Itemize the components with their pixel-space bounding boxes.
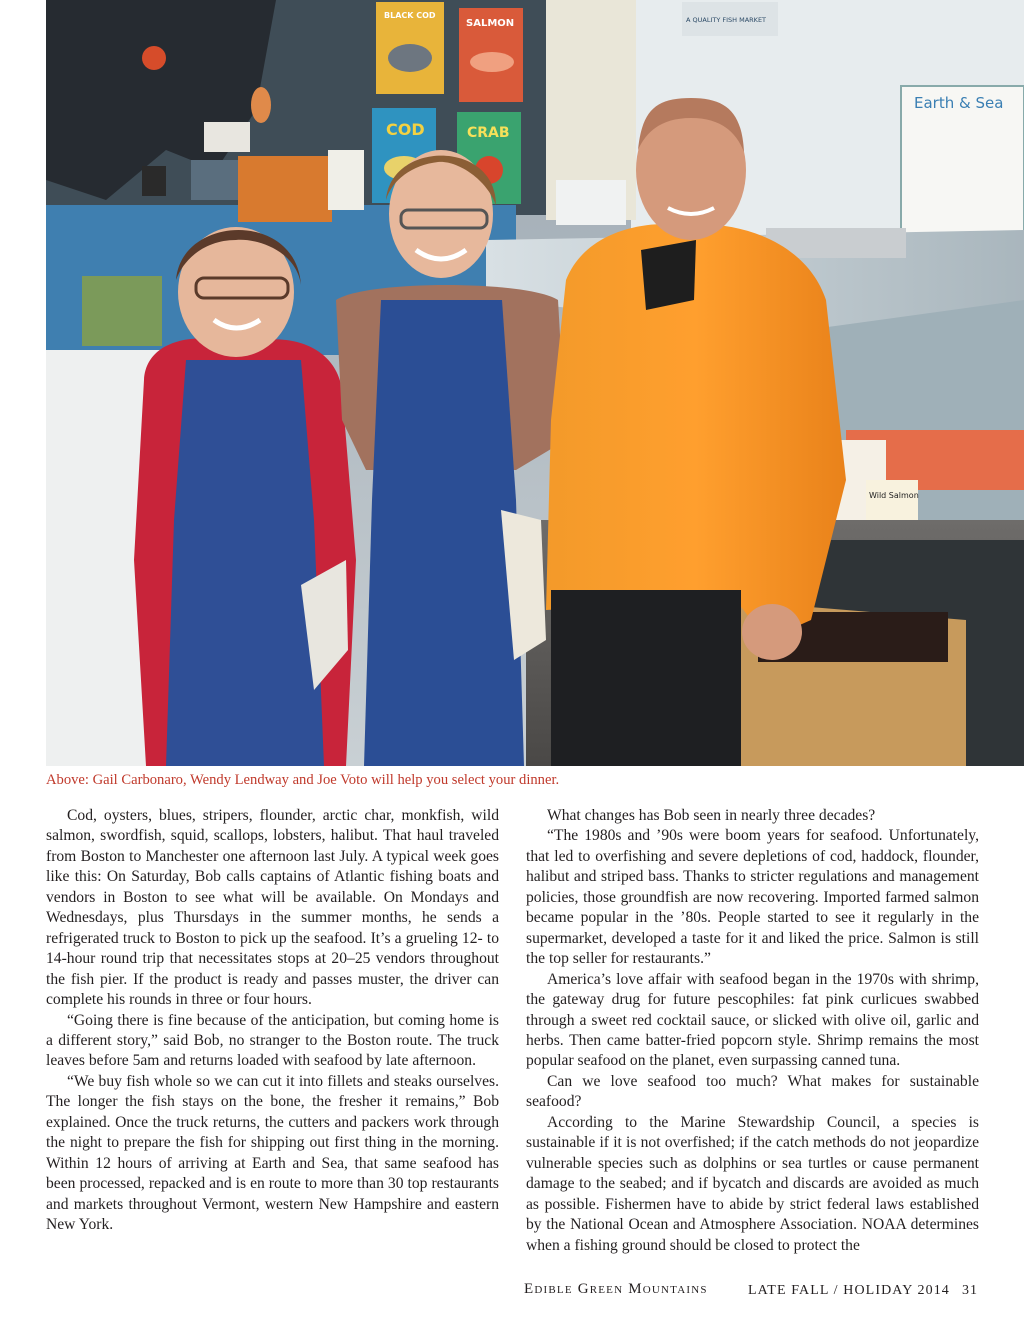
article-left-column <box>46 806 499 1236</box>
photo-illustration <box>46 0 1024 766</box>
poster-black-cod <box>376 2 444 94</box>
svg-text:Wild Salmon: Wild Salmon <box>869 491 919 500</box>
paragraph: “Going there is fine because of the anticipation, but coming home is a different story,” said Bob, no stranger to the Boston route. The truck leaves before 5am and returns loaded with seafood by late afternoon. <box>46 1011 499 1070</box>
svg-text:CRAB: CRAB <box>467 125 510 141</box>
banner-text: A QUALITY FISH MARKET <box>686 16 767 24</box>
photo-caption: Above: Gail Carbonaro, Wendy Lendway and Joe Voto will help you select your dinner. <box>46 772 560 788</box>
case-label <box>866 480 918 520</box>
footer-issue: LATE FALL / HOLIDAY 2014 <box>748 1283 950 1298</box>
svg-text:SALMON: SALMON <box>466 18 515 29</box>
svg-text:COD: COD <box>386 120 425 139</box>
svg-text:BLACK COD: BLACK COD <box>384 11 436 20</box>
paragraph: According to the Marine Stewardship Council, a species is sustainable if it is not overfished; if the catch methods do not jeopardize vulnerable species such as dolphins or sea turtles or cause permanent damage to the seabed; and if bycatch and discards are avoided as much as possible. Fishermen have to abide by strict federal laws established by the National Ocean and Atmosphere Association. NOAA determines when a fishing ground should be closed to protect the <box>526 1113 979 1254</box>
page-number: 31 <box>962 1283 978 1298</box>
article-photo <box>46 0 1024 766</box>
paragraph: Cod, oysters, blues, stripers, flounder, arctic char, monkfish, wild salmon, swordfish, squid, scallops, lobsters, halibut. That haul traveled from Boston to Manchester one afternoon last July. A typical week goes like this: On Saturday, Bob calls captains of Atlantic fishing boats and vendors in Boston to see what will be available. On Mondays and Wednesdays, plus Thursdays in the summer months, he sends a refrigerated truck to Boston to pick up the seafood. It’s a grueling 12- to 14-hour round trip that necessitates stops at 20–25 vendors throughout the fish pier. If the product is ready and passes muster, the driver can complete his rounds in three or four hours. <box>46 807 499 1009</box>
paragraph: America’s love affair with seafood began in the 1970s with shrimp, the gateway drug for future pescophiles: fat pink curlicues swabbed through a sweet red cocktail sauce, or slicked with olive oil, garlic and herbs. Then came batter-fried popcorn style. Shrimp remains the most popular seafood on the planet, even surpassing canned tuna. <box>526 970 979 1070</box>
poster-salmon <box>459 8 523 102</box>
paragraph: Can we love seafood too much? What makes for sustainable seafood? <box>526 1072 979 1111</box>
article-right-column <box>526 806 979 1256</box>
paragraph: “The 1980s and ’90s were boom years for seafood. Unfortunately, that led to overfishing and severe depletions of cod, haddock, flounder, halibut and striped bass. Thanks to stricter regulations and management policies, those groundfish are now recovering. Imported farmed salmon became popular in the ’80s. People started to see it regularly in the supermarket, developed a taste for it and liked the price. Salmon is still the top seller for restaurants.” <box>526 827 979 968</box>
paragraph: What changes has Bob seen in nearly three decades? <box>547 807 876 824</box>
paragraph: “We buy fish whole so we can cut it into fillets and steaks ourselves. The longer the fish stays on the bone, the fresher it remains,” Bob explained. Once the truck returns, the cutters and packers work through the night to prepare the fish for shipping out first thing in the morning. Within 12 hours of arriving at Earth and Sea, that same seafood has been processed, repacked and is en route to more than 30 top restaurants and markets throughout Vermont, western New Hampshire and eastern New York. <box>46 1072 499 1234</box>
footer-magazine-title: Edible Green Mountains <box>524 1281 708 1297</box>
whiteboard-text: Earth & Sea <box>914 94 1004 112</box>
